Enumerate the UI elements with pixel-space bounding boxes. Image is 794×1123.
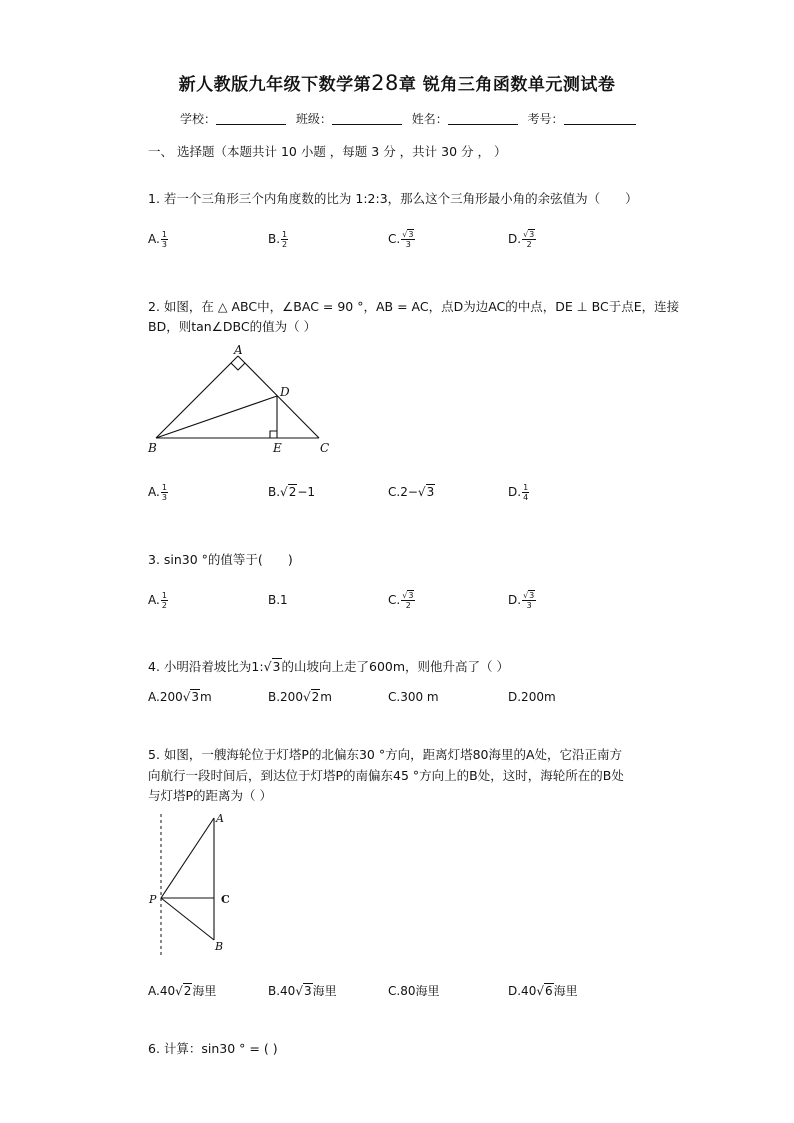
title-prefix: 新人教版九年级下数学第	[178, 75, 372, 95]
question-1-text: 1. 若一个三角形三个内角度数的比为 1:2:3，那么这个三角形最小角的余弦值为（ ）	[148, 191, 638, 206]
label-b: B	[215, 940, 224, 953]
name-label: 姓名：	[411, 112, 448, 126]
segment-pa	[161, 818, 214, 898]
fraction	[522, 483, 529, 502]
option-rest: −1	[297, 485, 316, 499]
title-chapter-num: 28	[371, 71, 399, 95]
radicand: 2	[288, 485, 297, 499]
section-heading: 一、 选择题（本题共计 10 小题 ，每题 3 分 ，共计 30 分 ， ）	[148, 144, 507, 159]
numerator: 1	[523, 483, 529, 492]
denominator: 2	[161, 601, 167, 610]
radicand: 3	[303, 984, 312, 998]
segment-pb	[161, 898, 214, 940]
option-label: D.	[508, 593, 522, 607]
denominator: 2	[282, 240, 288, 249]
question-5-line-2: 向航行一段时间后，到达位于灯塔P的南偏东45 °方向上的B处，这时，海轮所在的B处	[148, 768, 624, 783]
label-a: A	[234, 343, 243, 357]
option-prefix: D.40	[508, 984, 537, 998]
radicand: 3	[408, 230, 414, 239]
q5-option-d[interactable]: D.40√6海里	[508, 984, 578, 998]
exam-no-label: 考号：	[527, 112, 564, 126]
label-d: D	[280, 385, 290, 399]
radicand: 2	[311, 690, 320, 704]
denominator: 3	[161, 240, 167, 249]
q5-option-a[interactable]: A.40√2海里	[148, 984, 217, 998]
denominator: 2	[405, 601, 411, 610]
option-label: C.	[388, 593, 401, 607]
option-label: B.	[268, 485, 281, 499]
radicand: 3	[529, 230, 535, 239]
q3-option-b[interactable]: B.1	[268, 593, 288, 607]
numerator: √3	[402, 230, 414, 239]
radicand: 2	[183, 984, 192, 998]
label-c: C	[320, 441, 330, 455]
numerator: √3	[402, 591, 414, 600]
option-suffix: 海里	[312, 984, 337, 998]
numerator: 1	[161, 591, 167, 600]
fraction	[161, 591, 168, 610]
numerator: 1	[161, 483, 167, 492]
numerator: √3	[523, 230, 535, 239]
option-label: A.	[148, 485, 160, 499]
numerator: 1	[161, 230, 167, 239]
segment-bd	[156, 396, 277, 438]
q4-option-d[interactable]: D.200m	[508, 690, 556, 704]
option-prefix: A.40	[148, 984, 176, 998]
option-label: C.	[388, 232, 401, 246]
side-ac	[238, 356, 319, 438]
denominator: 3	[405, 240, 411, 249]
q1-option-c[interactable]	[388, 229, 415, 249]
option-label: A.	[148, 232, 160, 246]
option-label: D.	[508, 485, 522, 499]
radicand: 3	[408, 591, 414, 600]
q5-option-b[interactable]: B.40√3海里	[268, 984, 337, 998]
q3-option-a[interactable]	[148, 590, 168, 610]
q3-option-d[interactable]	[508, 590, 536, 610]
radicand: 3	[529, 591, 535, 600]
label-c: C	[221, 893, 230, 906]
q2-option-a[interactable]	[148, 482, 168, 502]
option-label: B.	[268, 232, 281, 246]
lighthouse-figure	[140, 810, 250, 960]
option-suffix: m	[200, 690, 212, 704]
option-label: D.	[508, 232, 522, 246]
denominator: 2	[526, 240, 532, 249]
option-suffix: 海里	[192, 984, 217, 998]
option-prefix: A.200	[148, 690, 183, 704]
q2-option-c[interactable]: C.2−√3	[388, 485, 435, 499]
option-prefix: B.200	[268, 690, 303, 704]
q2-option-b[interactable]: B.√2−1	[268, 485, 316, 499]
question-6-text: 6. 计算：sin30 ° = ( )	[148, 1041, 278, 1056]
option-suffix: 海里	[553, 984, 578, 998]
option-prefix: B.40	[268, 984, 296, 998]
question-5-line-1: 5. 如图，一艘海轮位于灯塔P的北偏东30 °方向，距离灯塔80海里的A处，它沿正南方	[148, 747, 623, 762]
fraction	[161, 230, 168, 249]
school-label: 学校：	[180, 112, 217, 126]
question-3-text: 3. sin30 °的值等于( )	[148, 552, 293, 567]
option-prefix: 2−	[400, 485, 418, 499]
q4-option-b[interactable]: B.200√2m	[268, 690, 332, 704]
option-label: A.	[148, 593, 160, 607]
q1-option-a[interactable]	[148, 229, 168, 249]
denominator: 3	[161, 493, 167, 502]
question-2-line-1: 2. 如图，在 △ ABC中，∠BAC = 90 °，AB = AC，点D为边AC的中点，DE ⊥ BC于点E，连接	[148, 299, 680, 314]
option-label: C.	[388, 485, 401, 499]
q4-text-post: 的山坡向上走了600m，则他升高了（ ）	[281, 659, 510, 674]
fraction	[401, 230, 415, 249]
radicand: 3	[426, 485, 435, 499]
q1-option-b[interactable]	[268, 229, 288, 249]
label-e: E	[273, 441, 282, 455]
fraction	[281, 230, 288, 249]
q4-option-c[interactable]: C.300 m	[388, 690, 439, 704]
exam-no-blank[interactable]	[564, 112, 636, 125]
triangle-abc-figure	[140, 340, 340, 460]
radicand: 3	[272, 659, 281, 674]
q1-option-d[interactable]	[508, 229, 536, 249]
numerator: √3	[523, 591, 535, 600]
label-a: A	[216, 812, 224, 825]
class-label: 班级：	[295, 112, 332, 126]
label-b: B	[148, 441, 157, 455]
right-angle-mark-a	[231, 363, 245, 370]
fraction	[522, 591, 536, 610]
fraction	[161, 483, 168, 502]
class-blank[interactable]	[332, 112, 402, 125]
page-title	[0, 70, 794, 95]
side-ab	[156, 356, 238, 438]
q4-option-a[interactable]: A.200√3m	[148, 690, 212, 704]
option-suffix: m	[320, 690, 332, 704]
q5-option-c[interactable]: C.80海里	[388, 984, 440, 998]
right-angle-mark-e	[270, 431, 277, 438]
denominator: 3	[526, 601, 532, 610]
denominator: 4	[523, 493, 529, 502]
title-suffix: 章 锐角三角函数单元测试卷	[398, 75, 616, 95]
fraction	[522, 230, 536, 249]
numerator: 1	[282, 230, 288, 239]
q3-option-c[interactable]	[388, 590, 415, 610]
school-blank[interactable]	[216, 112, 286, 125]
radicand: 3	[191, 690, 200, 704]
question-5-line-3: 与灯塔P的距离为（ ）	[148, 788, 273, 803]
question-2-line-2: BD，则tan∠DBC的值为（ ）	[148, 319, 317, 334]
student-info-line	[180, 110, 642, 127]
fraction	[401, 591, 415, 610]
radicand: 6	[544, 984, 553, 998]
name-blank[interactable]	[448, 112, 518, 125]
question-4-text: 4. 小明沿着坡比为1:√3的山坡向上走了600m，则他升高了（ ）	[148, 659, 510, 674]
label-p: P	[149, 893, 157, 906]
q2-option-d[interactable]	[508, 482, 529, 502]
q4-text-pre: 4. 小明沿着坡比为1:	[148, 659, 264, 674]
